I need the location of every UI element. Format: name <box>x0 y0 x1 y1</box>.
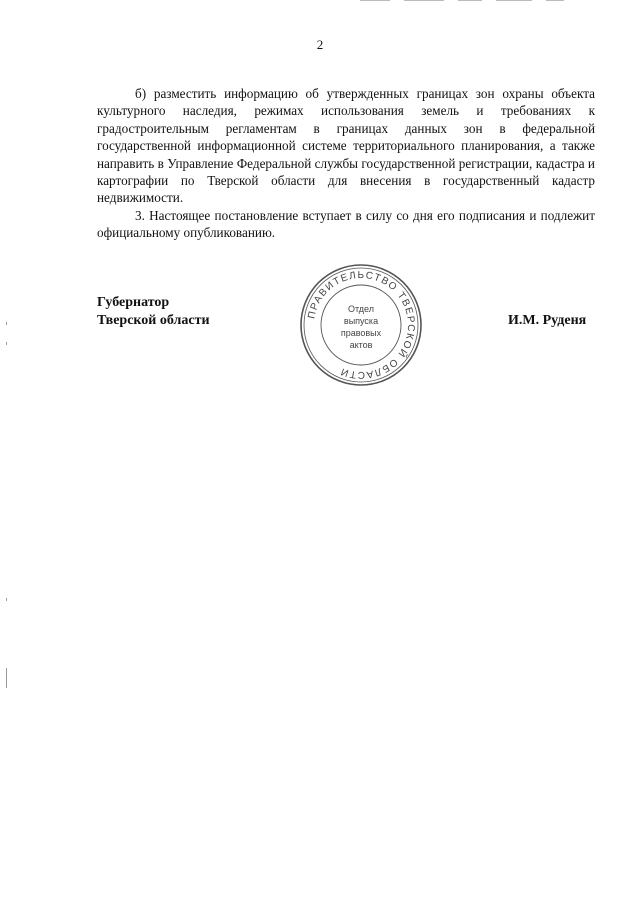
paragraph-3: 3. Настоящее постановление вступает в силу со дня его подписания и подлежит официальному опубликованию. <box>97 207 595 241</box>
scan-edge-mark <box>6 342 7 345</box>
seal-center-line-4: актов <box>349 340 373 350</box>
seal-center-line-1: Отдел <box>347 304 375 314</box>
seal-ring-text: ПРАВИТЕЛЬСТВО ТВЕРСКОЙ ОБЛАСТИ <box>306 269 417 381</box>
scan-edge-mark <box>6 668 7 688</box>
scan-edge-mark <box>6 598 7 601</box>
signatory-name: И.М. Руденя <box>508 313 587 328</box>
page-number: 2 <box>316 37 324 52</box>
signatory-position <box>97 294 210 330</box>
position-region: Тверской области <box>97 313 210 328</box>
document-body <box>97 85 595 242</box>
scan-edge-mark <box>6 322 7 325</box>
position-title: Губернатор <box>97 295 170 310</box>
scan-artifacts <box>360 0 620 6</box>
paragraph-b: б) разместить информацию об утвержденных границах зон охраны объекта культурного наследия, режимах использования земель и требованиях к градостроительным регламентам в границах данных зон в федеральной государственной информационной системе территориального планирования, а также направить в Управление Федеральной службы государственной регистрации, кадастра и картографии по Тверской области для внесения в государственный кадастр недвижимости. <box>97 86 595 206</box>
seal-center-line-3: правовых <box>340 328 382 338</box>
official-seal <box>299 263 423 387</box>
seal-center-line-2: выпуска <box>343 316 379 326</box>
